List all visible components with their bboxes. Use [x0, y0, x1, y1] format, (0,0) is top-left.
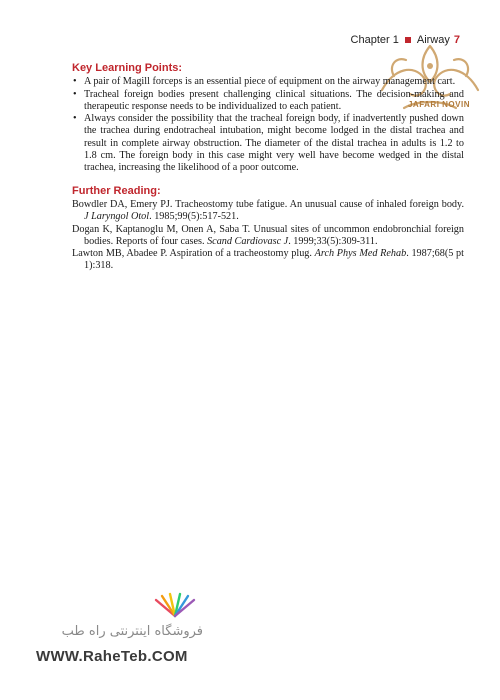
further-reading-title: Further Reading:	[72, 184, 161, 197]
journal-name: Scand Cardiovasc J	[207, 235, 289, 247]
page-body	[72, 62, 464, 273]
watermark-brand: JAFARI NOVIN	[407, 100, 470, 109]
store-url[interactable]: WWW.RaheTeb.COM	[36, 648, 188, 665]
book-fan-logo-icon	[150, 592, 200, 618]
page-number: 7	[453, 34, 460, 46]
reference-item: Lawton MB, Abadee P. Aspiration of a tracheostomy plug. Arch Phys Med Rehab. 1987;68(5 pt 1):318.	[72, 248, 464, 272]
reference-item: Dogan K, Kaptanoglu M, Onen A, Saba T. Unusual sites of uncommon endobronchial foreign bodies. Reports of four cases. Scand Cardiovasc J. 1999;33(5):309-311.	[72, 223, 464, 247]
chapter-label: Chapter 1	[350, 34, 399, 46]
journal-name: Arch Phys Med Rehab	[314, 248, 407, 260]
reference-item: Bowdler DA, Emery PJ. Tracheostomy tube fatigue. An unusual cause of inhaled foreign body. J Laryngol Otol. 1985;99(5):517-521.	[72, 198, 464, 223]
section-label: Airway	[416, 34, 450, 46]
key-points-title: Key Learning Points:	[72, 62, 183, 74]
key-points-list	[72, 76, 464, 174]
key-point-item: • Always consider the possibility that the tracheal foreign body, if inadvertently pushed down the trachea during endotracheal intubation, might become lodged in the distal trachea and result in complete airway obstruction. The diameter of the distal trachea in adults is 1.2 to 1.8 cm. The foreign body in this case might very well have become wedged in the distal trachea, increasing the likelihood of a poor outcome.	[72, 113, 464, 174]
further-reading-section	[72, 185, 464, 273]
store-name: فروشگاه اینترنتی راه طب	[61, 624, 203, 639]
key-point-item: • A pair of Magill forceps is an essential piece of equipment on the airway management cart.	[72, 76, 464, 88]
key-point-item: • Tracheal foreign bodies present challenging clinical situations. The decision-making and therapeutic response needs to be individualized to each patient.	[72, 89, 464, 114]
journal-name: J Laryngol Otol	[84, 211, 150, 223]
